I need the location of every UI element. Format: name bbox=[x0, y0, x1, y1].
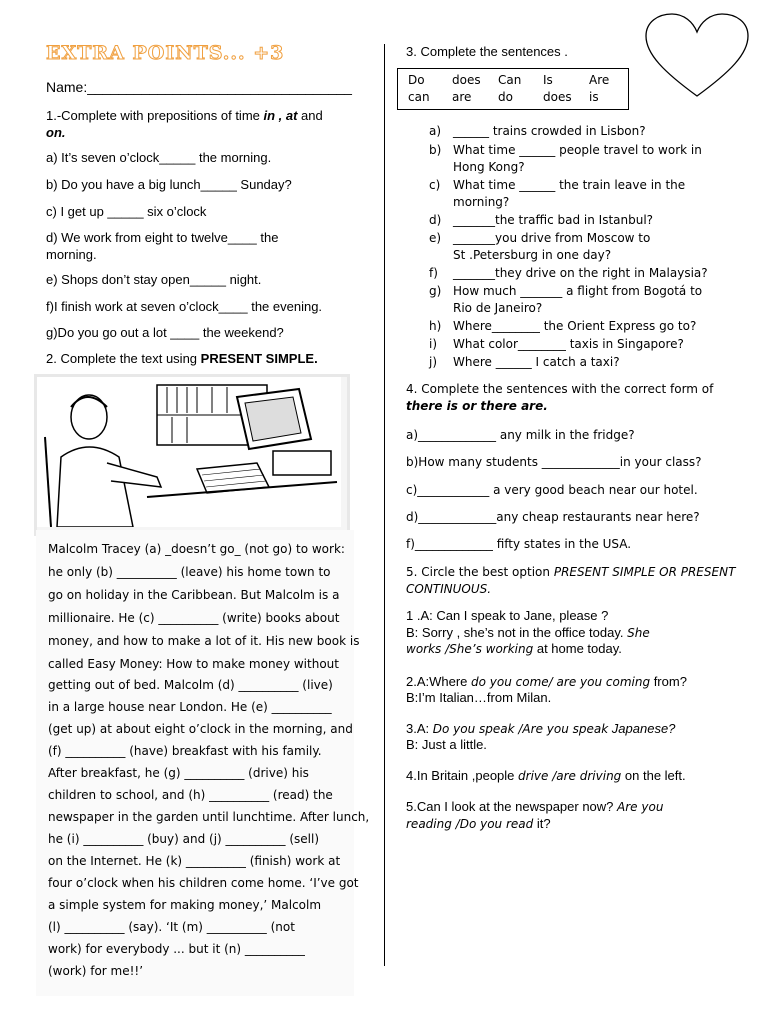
text-line: (l) __________ (say). ‘It (m) __________ (not bbox=[48, 920, 295, 934]
s1-item-c: c) I get up _____ six o’clock bbox=[46, 204, 207, 219]
s3-item-d: _______the traffic bad in Istanbul? bbox=[453, 213, 654, 227]
text-line: a simple system for making money,’ Malcolm bbox=[48, 898, 322, 912]
s1-item-d: d) We work from eight to twelve____ the bbox=[46, 230, 279, 245]
s3-item-g-cont: Rio de Janeiro? bbox=[453, 301, 543, 315]
s3-item-h: Where________ the Orient Express go to? bbox=[453, 319, 697, 333]
s3-item-f: _______they drive on the right in Malaysia? bbox=[453, 266, 708, 280]
s3-item-e: _______you drive from Moscow to bbox=[453, 231, 651, 245]
s1-item-g: g)Do you go out a lot ____ the weekend? bbox=[46, 325, 284, 340]
text-line: four o’clock when his children come home. ‘I’ve got bbox=[48, 876, 359, 890]
s5-q2b: B:I’m Italian…from Milan. bbox=[406, 690, 552, 705]
box-word: does bbox=[452, 73, 481, 87]
column-divider bbox=[384, 44, 385, 966]
s3-item-b-cont: Hong Kong? bbox=[453, 160, 525, 174]
s3-item-e-cont: St .Petersburg in one day? bbox=[453, 248, 612, 262]
section1-heading: 1.-Complete with prepositions of time in , at and on. bbox=[46, 108, 323, 140]
section2-heading: 2. Complete the text using PRESENT SIMPLE. bbox=[46, 351, 318, 366]
box-word: does bbox=[543, 90, 572, 104]
box-word: Do bbox=[408, 73, 425, 87]
text-line: newspaper in the garden until lunchtime. After lunch, bbox=[48, 810, 370, 824]
text-line: After breakfast, he (g) __________ (drive) his bbox=[48, 766, 309, 780]
box-word: Is bbox=[543, 73, 553, 87]
text-line: he (i) __________ (buy) and (j) __________ (sell) bbox=[48, 832, 320, 846]
s3-item-g: How much _______ a flight from Bogotá to bbox=[453, 284, 703, 298]
s5-q3b: B: Just a little. bbox=[406, 737, 487, 752]
item-letter: b) bbox=[429, 143, 442, 157]
item-letter: a) bbox=[429, 124, 442, 138]
s4-item-d: d)_____________any cheap restaurants near here? bbox=[406, 510, 700, 524]
word-box bbox=[397, 68, 629, 110]
item-letter: g) bbox=[429, 284, 442, 298]
s5-q5a: 5.Can I look at the newspaper now? Are you bbox=[406, 799, 664, 814]
box-word: Are bbox=[589, 73, 610, 87]
s5-q1b: B: Sorry , she’s not in the office today. She bbox=[406, 625, 650, 640]
section3-heading: 3. Complete the sentences . bbox=[406, 44, 568, 59]
s3-item-a: ______ trains crowded in Lisbon? bbox=[453, 124, 646, 138]
text-line: children to school, and (h) __________ (read) the bbox=[48, 788, 333, 802]
s1-item-a: a) It’s seven o’clock_____ the morning. bbox=[46, 150, 272, 165]
s5-q3a: 3.A: Do you speak /Are you speak Japanese? bbox=[406, 721, 676, 736]
s5-q4: 4.In Britain ,people drive /are driving on the left. bbox=[406, 768, 686, 783]
page-title: EXTRA POINTS... +3 bbox=[46, 42, 285, 64]
s3-item-j: Where ______ I catch a taxi? bbox=[453, 355, 620, 369]
section2-text bbox=[36, 530, 370, 996]
item-letter: j) bbox=[429, 355, 438, 369]
s1-item-b: b) Do you have a big lunch_____ Sunday? bbox=[46, 177, 292, 192]
section3-list bbox=[429, 123, 729, 383]
text-line: (work) for me!!’ bbox=[48, 964, 144, 978]
item-letter: d) bbox=[429, 213, 442, 227]
s5-q1c: works /She’s working at home today. bbox=[406, 641, 622, 656]
heart-icon bbox=[644, 12, 750, 100]
s3-item-c: What time ______ the train leave in the bbox=[453, 178, 686, 192]
section4-heading-2: there is or there are. bbox=[406, 399, 548, 413]
text-line: Malcolm Tracey (a) _doesn’t go_ (not go) to work: bbox=[48, 542, 345, 556]
text-line: on the Internet. He (k) __________ (finish) work at bbox=[48, 854, 341, 868]
box-word: is bbox=[589, 90, 599, 104]
text-line: go on holiday in the Caribbean. But Malcolm is a bbox=[48, 588, 340, 602]
man-at-computer-image bbox=[37, 377, 341, 527]
section5-heading-2: CONTINUOUS. bbox=[406, 582, 492, 596]
name-field-label[interactable]: Name:__________________________________ bbox=[46, 79, 352, 95]
text-line: money, and how to make a lot of it. His new book is bbox=[48, 634, 360, 648]
s5-q2a: 2.A:Where do you come/ are you coming from? bbox=[406, 674, 687, 689]
text-line: getting out of bed. Malcolm (d) __________ (live) bbox=[48, 678, 333, 692]
box-word: are bbox=[452, 90, 472, 104]
item-letter: h) bbox=[429, 319, 442, 333]
s3-item-c-cont: morning? bbox=[453, 195, 510, 209]
item-letter: i) bbox=[429, 337, 438, 351]
text-line: (get up) at about eight o’clock in the morning, and bbox=[48, 722, 353, 736]
s1-item-f: f)I finish work at seven o’clock____ the evening. bbox=[46, 299, 323, 314]
box-word: Can bbox=[498, 73, 522, 87]
s4-item-b: b)How many students _____________in your class? bbox=[406, 455, 702, 469]
s4-item-f: f)_____________ fifty states in the USA. bbox=[406, 537, 632, 551]
item-letter: f) bbox=[429, 266, 438, 280]
item-letter: e) bbox=[429, 231, 442, 245]
section4-heading: 4. Complete the sentences with the correct form of bbox=[406, 382, 714, 396]
box-word: can bbox=[408, 90, 430, 104]
text-line: called Easy Money: How to make money without bbox=[48, 657, 339, 671]
section5-heading: 5. Circle the best option PRESENT SIMPLE OR PRESENT bbox=[406, 565, 736, 579]
s5-q5b: reading /Do you read it? bbox=[406, 816, 551, 831]
s3-item-b: What time ______ people travel to work in bbox=[453, 143, 702, 157]
text-line: work) for everybody ... but it (n) __________ bbox=[48, 942, 305, 956]
office-illustration bbox=[34, 374, 350, 536]
s4-item-a: a)_____________ any milk in the fridge? bbox=[406, 428, 635, 442]
s4-item-c: c)____________ a very good beach near our hotel. bbox=[406, 483, 698, 497]
text-line: he only (b) __________ (leave) his home town to bbox=[48, 565, 331, 579]
item-letter: c) bbox=[429, 178, 441, 192]
text-line: millionaire. He (c) __________ (write) books about bbox=[48, 611, 340, 625]
s1-item-d-cont: morning. bbox=[46, 247, 97, 262]
text-line: in a large house near London. He (e) __________ bbox=[48, 700, 332, 714]
box-word: do bbox=[498, 90, 513, 104]
text-line: (f) __________ (have) breakfast with his family. bbox=[48, 744, 322, 758]
s3-item-i: What color________ taxis in Singapore? bbox=[453, 337, 684, 351]
s5-q1a: 1 .A: Can I speak to Jane, please ? bbox=[406, 608, 609, 623]
s1-item-e: e) Shops don’t stay open_____ night. bbox=[46, 272, 262, 287]
